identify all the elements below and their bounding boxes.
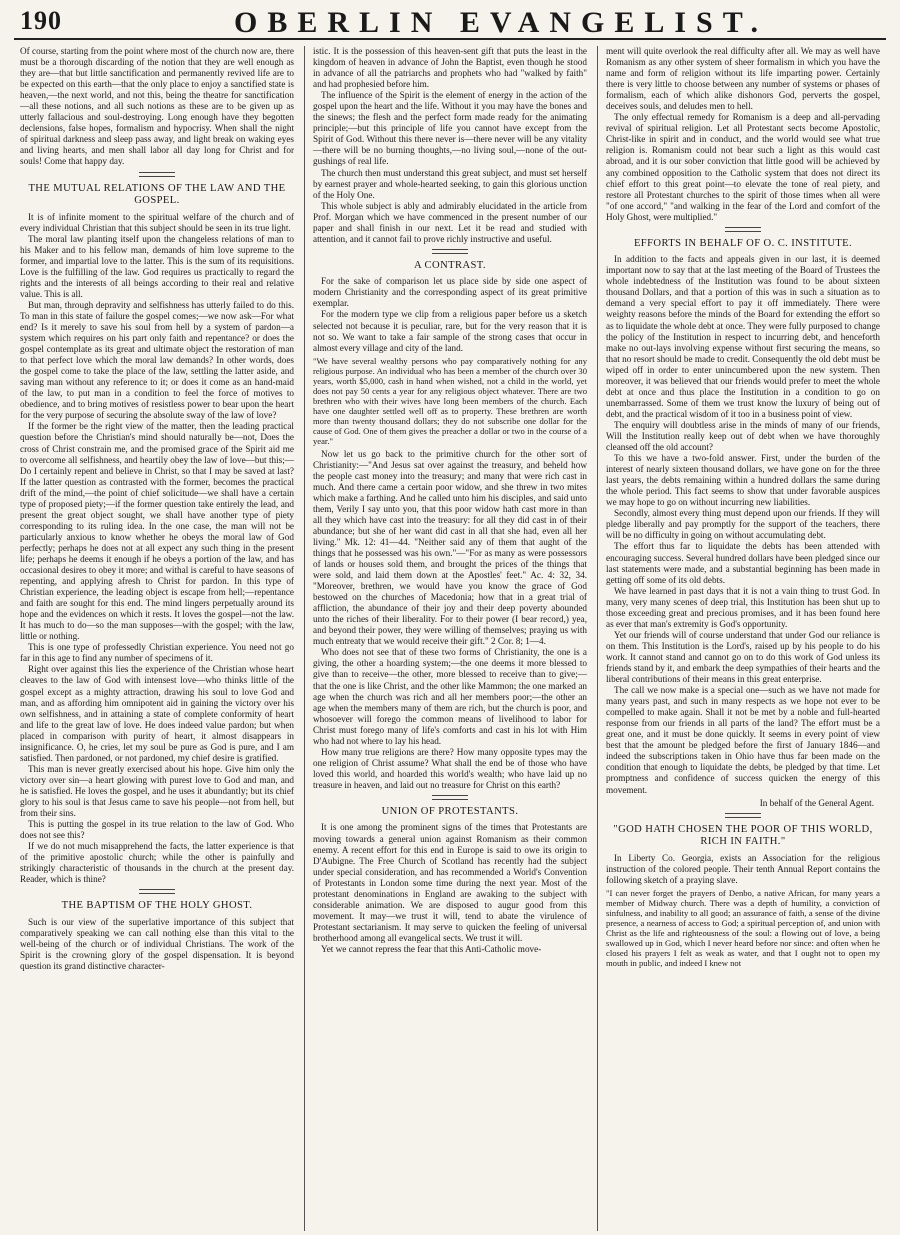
paragraph: Now let us go back to the primitive church for the other sort of Christianity:—"And Jesus sat over against the treasury, and beheld how the people cast money into the treasury; and many that were rich cast in much. And there came a certain poor widow, and she threw in two mites which make a farthing. And he called unto him his disciples, and said unto them, Verily I say unto you, that this poor widow hath cast more in than all they which have cast into the treasury: for all they did cast in of their abundance; but she of her want did cast in all that she had, even all her living." Mk. 12: 41—44. "Neither said any of them that aught of the things that he possessed was his own."—"For as many as were possessors of lands or houses sold them, and brought the prices of the things that were sold, and laid them down at the Apostles' feet." Ac. 4: 32, 34. "Moreover, brethren, we would have you know the grace of God bestowed on the churches of Macedonia; how that in a great trial of affliction, the abundance of their joy and their deep poverty abounded unto the riches of their liberality. For to their power (I bear record,) yea, and beyond their power, they were willing of themselves; praying us with much entreaty that we would receive their gift." 2 Cor. 8; 1—4. [313, 448, 587, 647]
divider [139, 172, 175, 177]
paragraph: Yet we cannot repress the fear that this Anti-Catholic move- [321, 943, 542, 954]
page-number: 190 [20, 6, 62, 35]
paragraph: It is of infinite moment to the spiritual welfare of the church and of every individual Christian that this subject should be seen in its true light. [20, 211, 294, 233]
paragraph: Yet our friends will of course understand that under God our reliance is on them. This Institution is the Lord's, raised up by his people to do his work. It cannot stand and cannot go on to do this work of God unless its friends stand by it, and embark the deep sympathies of their hearts and the liberal contributions of their means in this great enterprise. [606, 629, 880, 685]
paragraph: Who does not see that of these two forms of Christianity, the one is a giving, the other a hoarding system;—the one deems it more blessed to give than to receive—the other, more blessed to receive than to give;—that the one is like Christ, and the other like Mammon; the one marked an age when the church was rich and all her members poor;—the other an age when the members many of them are rich, but the church is poor, and whosoever will forego the common means of livelihood to labor for Christ must forego many of life's comforts and cast in his lot with Him who had not where to lay his head. [313, 647, 587, 746]
col1-intro: Of course, starting from the point where most of the church now are, there must be a thorough discarding of the notion that they are well enough as they are—that but little sanctification and permanently revived life are to be expected on this earth—that the only place to enjoy a sanctified state is heaven,—the next world, and not this, being the theatre for sanctification—all these notions, and all such notions as these are to be given up as utterly fallacious and soul-destroying. Long enough have they begotten declensions, false hopes, formalism and hypocrisy. When shall the night of spiritual darkness and sleep pass away, and light break on waking eyes and living hearts, and men shall labor all day long for Christ and for souls! Come that happy day. [20, 46, 294, 167]
divider [432, 795, 468, 800]
article-heading-oc-institute: EFFORTS IN BEHALF OF O. C. INSTITUTE. [633, 237, 853, 249]
paragraph: It is one among the prominent signs of the times that Protestants are moving towards a general union against Romanism as their common enemy. A recent effort for this end in Europe is said to owe its origin to D'Aubigne. The Free Church of Scotland has recently had the subject under special consideration, and has recommended a World's Convention of Protestants in London some time during the next year. Most of the protestant denominations in England are awaking to the subject with considerable animation. We are disposed to augur good from this movement. It may—we trust it will, tend to abate the virulence of Protestant sectarianism. It may serve to quicken the feeling of universal brotherhood among all evangelical sects. We trust it will. [313, 822, 587, 943]
paragraph: How many true religions are there? How many opposite types may the one religion of Christ assume? What shall the end be of those who have loved this world, and hoarded this world's wealth; who have laid up no treasure in heaven, and laid out no treasure for Christ on this earth? [313, 746, 587, 790]
divider [725, 227, 761, 232]
paragraph: The call we now make is a special one—such as we have not made for many years past, and such in many respects as we hope not ever to be compelled to make again. Shall it not be met by a noble and full-hearted response from our friends in all parts of the land? The effort must be a great one, and it must be done quickly. It seems in every point of view best that the amount be pledged before the first of January 1846—and indeed the subscriptions taken in Ohio have thus far been made on the condition that enough to liquidate the debts, be pledged by that time. Let promptness and confidence of success quicken the energy of this movement. [606, 685, 880, 795]
paragraph: To this we have a two-fold answer. First, under the burden of the interest of nearly sixteen thousand dollars, we have gone on for the three last years, the debts remaining within a hundred dollars the same during the whole period. This fact seems to show that under favorable auspices we may hope to go on without incurring new liabilities. [606, 453, 880, 508]
divider [725, 813, 761, 818]
paragraph: Secondly, almost every thing must depend upon our friends. If they will pledge liberally and pay promptly for the support of the teachers, there will be no difficulty in going on without accumulating debt. [606, 508, 880, 541]
columns [20, 46, 880, 1231]
paragraph: The effort thus far to liquidate the debts has been attended with encouraging success. Several hundred dollars have been pledged since our last statements were made, and a substantial beginning has been made in getting off some of its old debts. [606, 541, 880, 585]
paragraph: The church then must understand this great subject, and must set herself by earnest prayer and whole-hearted seeking, to gain this glorious unction of the Holy One. [313, 167, 587, 200]
paragraph: Right over against this lies the experience of the Christian whose heart cleaves to the law of God with intensest love—who thinks little of the gospel except as a mighty attraction, drawing his soul to love God and man, and as affording him omnipotent aid in gaining the victory over his own selfishness, and in attaining a state of complete conformity of heart and life to the great law of love. He does indeed value pardon; but when placed in comparison with purity of heart, it almost disappears in insignificance. O, he cries, let my soul be pure as God is pure, and I am satisfied. Then pardoned, or not pardoned, my chief desire is gratified. [20, 664, 294, 763]
paragraph: This is one type of professedly Christian experience. You need not go far in this age to find any number of specimens of it. [20, 642, 294, 664]
article-heading-holy-ghost: THE BAPTISM OF THE HOLY GHOST. [61, 900, 253, 912]
divider [139, 889, 175, 894]
paragraph: istic. It is the possession of this heaven-sent gift that puts the least in the kingdom of heaven in advance of John the Baptist, even though he stood in advance of all the patriarchs and prophets who had "walked by faith" and had prophesied before him. [313, 46, 587, 90]
paragraph: The moral law planting itself upon the changeless relations of man to his Maker and to his fellow man, demands of him love supreme to the former, and impartial love to the latter. This is the sum of its requisitions. Love is the fulfilling of the law. God requires us practically to regard the rights and the interests of all beings according to their real and relative value. This is all. [20, 233, 294, 299]
paragraph: The influence of the Spirit is the element of energy in the action of the gospel upon the heart and the life. Without it you may have the bones and the sinews; the flesh and the perfect form made ready for the animating principle;—but this principle of life you cannot have except from the Spirit of God. Without this there never is—there never will be any vitality—there will be no burning thoughts,—no living soul,—none of the out-gushings of real life. [313, 90, 587, 167]
paragraph: For the modern type we clip from a religious paper before us a sketch selected not because it is peculiar, rare, but for the very reason that it is not so. We want to take a fair sample of the strong cases that occur in almost every village and city of the land. [313, 309, 587, 353]
article-heading-union-protestants: UNION OF PROTESTANTS. [381, 805, 519, 817]
paragraph: ment will quite overlook the real difficulty after all. We may as well have Romanism as any other system of sheer formalism in which you have the name and form of religion without its life imparting power. Certainly there is very little to choose between any number of systems or phases of formalism, each of which alike dishonors God, perverts the gospel, deceives souls, and deludes men to hell. [606, 46, 880, 112]
signature: In behalf of the General Agent. [759, 797, 874, 808]
divider [432, 249, 468, 254]
column-2 [304, 46, 587, 1231]
paragraph: We have learned in past days that it is not a vain thing to trust God. In many, very many scenes of deep trial, this Institution has been shut up to those exceeding great and precious promises, and it has been found here as ever that man's extremity is God's opportunity. [606, 585, 880, 629]
article-heading-poor-rich-in-faith: "GOD HATH CHOSEN THE POOR OF THIS WORLD, RICH IN FAITH." [613, 823, 873, 848]
paragraph: This whole subject is ably and admirably elucidated in the article from Prof. Morgan which we have commenced in the present number of our paper and shall finish in our next. Let it be read and studied with attention, and it cannot fail to prove richly instructive and useful. [313, 200, 587, 244]
paragraph: But man, through depravity and selfishness has utterly failed to do this. To man in this state of failure the gospel comes;—we now ask—For what end? Is it merely to save his soul from hell by a system of pardon—a system which requires on his part only faith and repentance? or does the gospel contemplate as its great and ultimate object the restoration of man to that perfect love which the moral law demands? In other words, does the gospel come to take the place of the law, settling the latter aside, and saving man without any reference to it; or does it come as an hand-maid of the law, to put man in a condition to feel the force of motives to obedience, and to bring motives of resistless power to bear upon the heart for the very purpose of securing the absolute sway of the law of love? [20, 299, 294, 421]
article-heading-law-gospel: THE MUTUAL RELATIONS OF THE LAW AND THE GOSPEL. [28, 182, 286, 207]
paragraph: If the former be the right view of the matter, then the leading practical question before the Christian's mind should naturally be—not, Does the cross of Christ constrain me, and the promised grace of the Spirit aid me to overcome all selfishness, and heartily obey the law of love—but this;—Do I certainly repent and believe in Christ, so that I may be saved at last? If the latter question as contrasted with the former, becomes the practical drift of the mind,—the point of chief solicitude—we shall have a certain type of proposed piety;—if the former question take entirely the lead, and present the great object sought, we shall have another type of piety corresponding to its ruling idea. In the one case, the man will not be particularly anxious to know whether he obeys the moral law of God perfectly; perhaps he does not at all expect any such thing in the present life; perhaps he deems it enough if he obeys a portion of the law, and has occasional desires to obey it more; and withal is careful to have seasons of repenting, and applying afresh to Christ for pardon. In this type of Christian experience, the leading object is escape from hell;—repentance and faith are sought for this end. The mind lingers perpetually around its hope and the evidences on which it rests. It loves the gospel—not the law. It has much to do—so the man supposes—with the gospel; with the law, little or nothing. [20, 421, 294, 642]
paragraph: This is putting the gospel in its true relation to the law of God. Who does not see this? [20, 819, 294, 841]
paragraph: For the sake of comparison let us place side by side one aspect of modern Christianity and the corresponding aspect of its great primitive exemplar. [313, 276, 587, 309]
paragraph: In addition to the facts and appeals given in our last, it is deemed important now to say that at the last meeting of the Board of Trustees the whole indebtedness of the Institution was found to be about sixteen thousand Dollars, and that a portion of this was in such a situation as to demand a very special effort to pay it off immediately. There were weighty reasons before the minds of the Board for extending the effort so as to liquidate the whole debt at once. They were fully purposed to change the policy of the Institution in respect to incurring debt, and henceforth make no out-lays involving expense without first securing the means, so that no resort should be made to credit. Consequently the old debt must be wiped off in order to enter unincumbered upon the new system. Then moreover, it was believed that our friends would prefer to meet the whole debt at once and thus place the Institution in a condition to go on unembarrassed. Some of them we trust know the luxury of being out of debt, and the practical wisdom of it too in a business point of view. [606, 254, 880, 419]
paragraph: This man is never greatly exercised about his hope. Give him only the victory over sin—a heart glowing with purest love to God and man, and he is satisfied. He loves the gospel, and he uses it abundantly; but its chief glory to his soul is that Jesus came to save his people—not from hell, but from their sins. [20, 763, 294, 819]
quote: "We have several wealthy persons who pay comparatively nothing for any religious purpose. An individual who has been a member of the church over 30 years, worth $5,000, cash in hand when wished, not a child in the world, yet does not pay 50 cents a year for any religious object whatever. There are two brethren who with their wives have long been members of the church. Each have one daughter settled well off as to property. These brethren are worth more than twenty thousand dollars; they do not subscribe one dollar for the cause of God. One of them gives the preacher a dollar or two in the course of a year." [313, 355, 587, 447]
paragraph: If we do not much misapprehend the facts, the latter experience is that of the primitive apostolic church; while the other is painfully and strikingly characteristic of thousands in the church at the present day. Reader, which is thine? [20, 841, 294, 885]
paragraph: Such is our view of the superlative importance of this subject that comparatively speaking we can call nothing else than this vital to the well-being of the church or of individual Christians. The work of the Spirit is the crowning glory of the gospel dispensation. It is beyond question its grand distinctive character- [20, 916, 294, 972]
article-heading-contrast: A CONTRAST. [414, 259, 486, 271]
masthead [14, 4, 886, 40]
paragraph: The only effectual remedy for Romanism is a deep and all-pervading revival of spiritual religion. Let all Protestant sects become Apostolic, Christ-like in spirit and in conduct, and the world would see what true religion is. Romanism could not bear such a light as this would cast abroad, and it is our sober conviction that little good will be achieved by any combined opposition to the Catholic system that does not direct its chief effort to this great point—to elevate the tone of real piety, and restore all Protestant churches to the spirit of those times when all were "of one accord," "and walking in the fear of the Lord and comfort of the Holy Ghost, were multiplied." [606, 112, 880, 222]
paragraph: The enquiry will doubtless arise in the minds of many of our friends, Will the Institution really keep out of debt when we have thoroughly cleansed off the old account? [606, 419, 880, 453]
paper-title: OBERLIN EVANGELIST. [234, 6, 769, 39]
column-1 [20, 46, 294, 1231]
column-3 [597, 46, 880, 1231]
paragraph: In Liberty Co. Georgia, exists an Association for the religious instruction of the colored people. Their tenth Annual Report contains the following sketch of a praying slave. [606, 852, 880, 885]
quote: "I can never forget the prayers of Denbo, a native African, for many years a member of Midway church. There was a depth of humility, a conviction of sinfulness, and inability to all good; an assurance of faith, a sense of the divine presence, a nearness of access to God; a spiritual perception of, and union with Christ as the life and righteousness of the soul: a flowing out of love, a being swallowed up in God, which I never heard before nor since: and often when he closed his prayers I felt as weak as water, and that I ought not to open my mouth in public, and indeed I knew not [606, 887, 880, 969]
